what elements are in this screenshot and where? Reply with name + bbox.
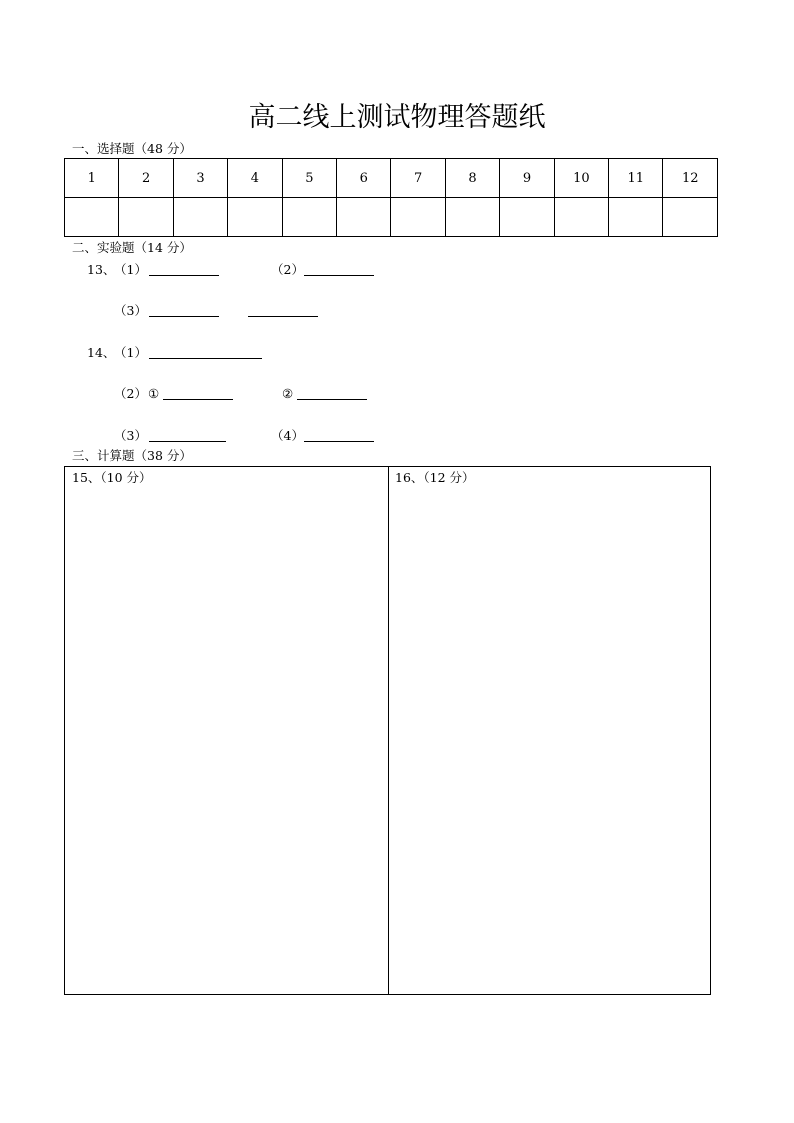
answer-cell[interactable] [282, 198, 336, 237]
question-number-cell: 4 [228, 159, 282, 198]
q15-title: 15、（10 分） [72, 470, 152, 485]
answer-cell[interactable] [500, 198, 554, 237]
question-number-cell: 5 [282, 159, 336, 198]
q14-part2-label: （2） [114, 386, 147, 401]
question-number-cell: 10 [554, 159, 608, 198]
q13-part3-label: （3） [114, 303, 147, 318]
answer-cell[interactable] [337, 198, 391, 237]
question-number-cell: 3 [173, 159, 227, 198]
question-number-cell: 7 [391, 159, 445, 198]
answer-grid [64, 158, 718, 237]
q13-part1-blank[interactable] [149, 275, 219, 276]
answer-cell[interactable] [228, 198, 282, 237]
page-title: 高二线上测试物理答题纸 [248, 102, 546, 133]
section-heading-calculation: 三、计算题（38 分） [72, 448, 192, 463]
q13-number: 13、 [87, 262, 116, 277]
question-number-cell: 9 [500, 159, 554, 198]
q13-part3-blank-b[interactable] [248, 316, 318, 317]
question-number-cell: 11 [609, 159, 663, 198]
answer-grid-header-row [65, 159, 718, 198]
answer-cell[interactable] [663, 198, 718, 237]
q13-part3-blank-a[interactable] [149, 316, 219, 317]
question-number-cell: 6 [337, 159, 391, 198]
answer-cell[interactable] [609, 198, 663, 237]
q13-part2-blank[interactable] [304, 275, 374, 276]
q14-part4-blank[interactable] [304, 441, 374, 442]
question-number-cell: 8 [445, 159, 499, 198]
section-heading-choice: 一、选择题（48 分） [72, 141, 192, 156]
question-number-cell: 1 [65, 159, 119, 198]
q14-part2-blank-1[interactable] [163, 399, 233, 400]
q14-part2-circle2: ② [282, 386, 294, 401]
answer-cell[interactable] [173, 198, 227, 237]
answer-cell[interactable] [391, 198, 445, 237]
column-divider [388, 467, 389, 994]
q14-part1-label: （1） [114, 345, 147, 360]
q14-number: 14、 [87, 345, 116, 360]
answer-cell[interactable] [554, 198, 608, 237]
q14-part1-blank[interactable] [149, 358, 262, 359]
q14-part2-circle1: ① [148, 386, 160, 401]
q14-part4-label: （4） [271, 428, 304, 443]
question-number-cell: 12 [663, 159, 718, 198]
section-heading-experiment: 二、实验题（14 分） [72, 240, 192, 255]
q13-part1-label: （1） [114, 262, 147, 277]
answer-cell[interactable] [119, 198, 173, 237]
q16-title: 16、（12 分） [395, 470, 475, 485]
answer-cell[interactable] [65, 198, 119, 237]
q14-part3-blank[interactable] [149, 441, 226, 442]
q14-part2-blank-2[interactable] [297, 399, 367, 400]
q13-part2-label: （2） [271, 262, 304, 277]
q14-part3-label: （3） [114, 428, 147, 443]
answer-grid-answer-row [65, 198, 718, 237]
calculation-answer-box [64, 466, 711, 995]
question-number-cell: 2 [119, 159, 173, 198]
answer-cell[interactable] [445, 198, 499, 237]
